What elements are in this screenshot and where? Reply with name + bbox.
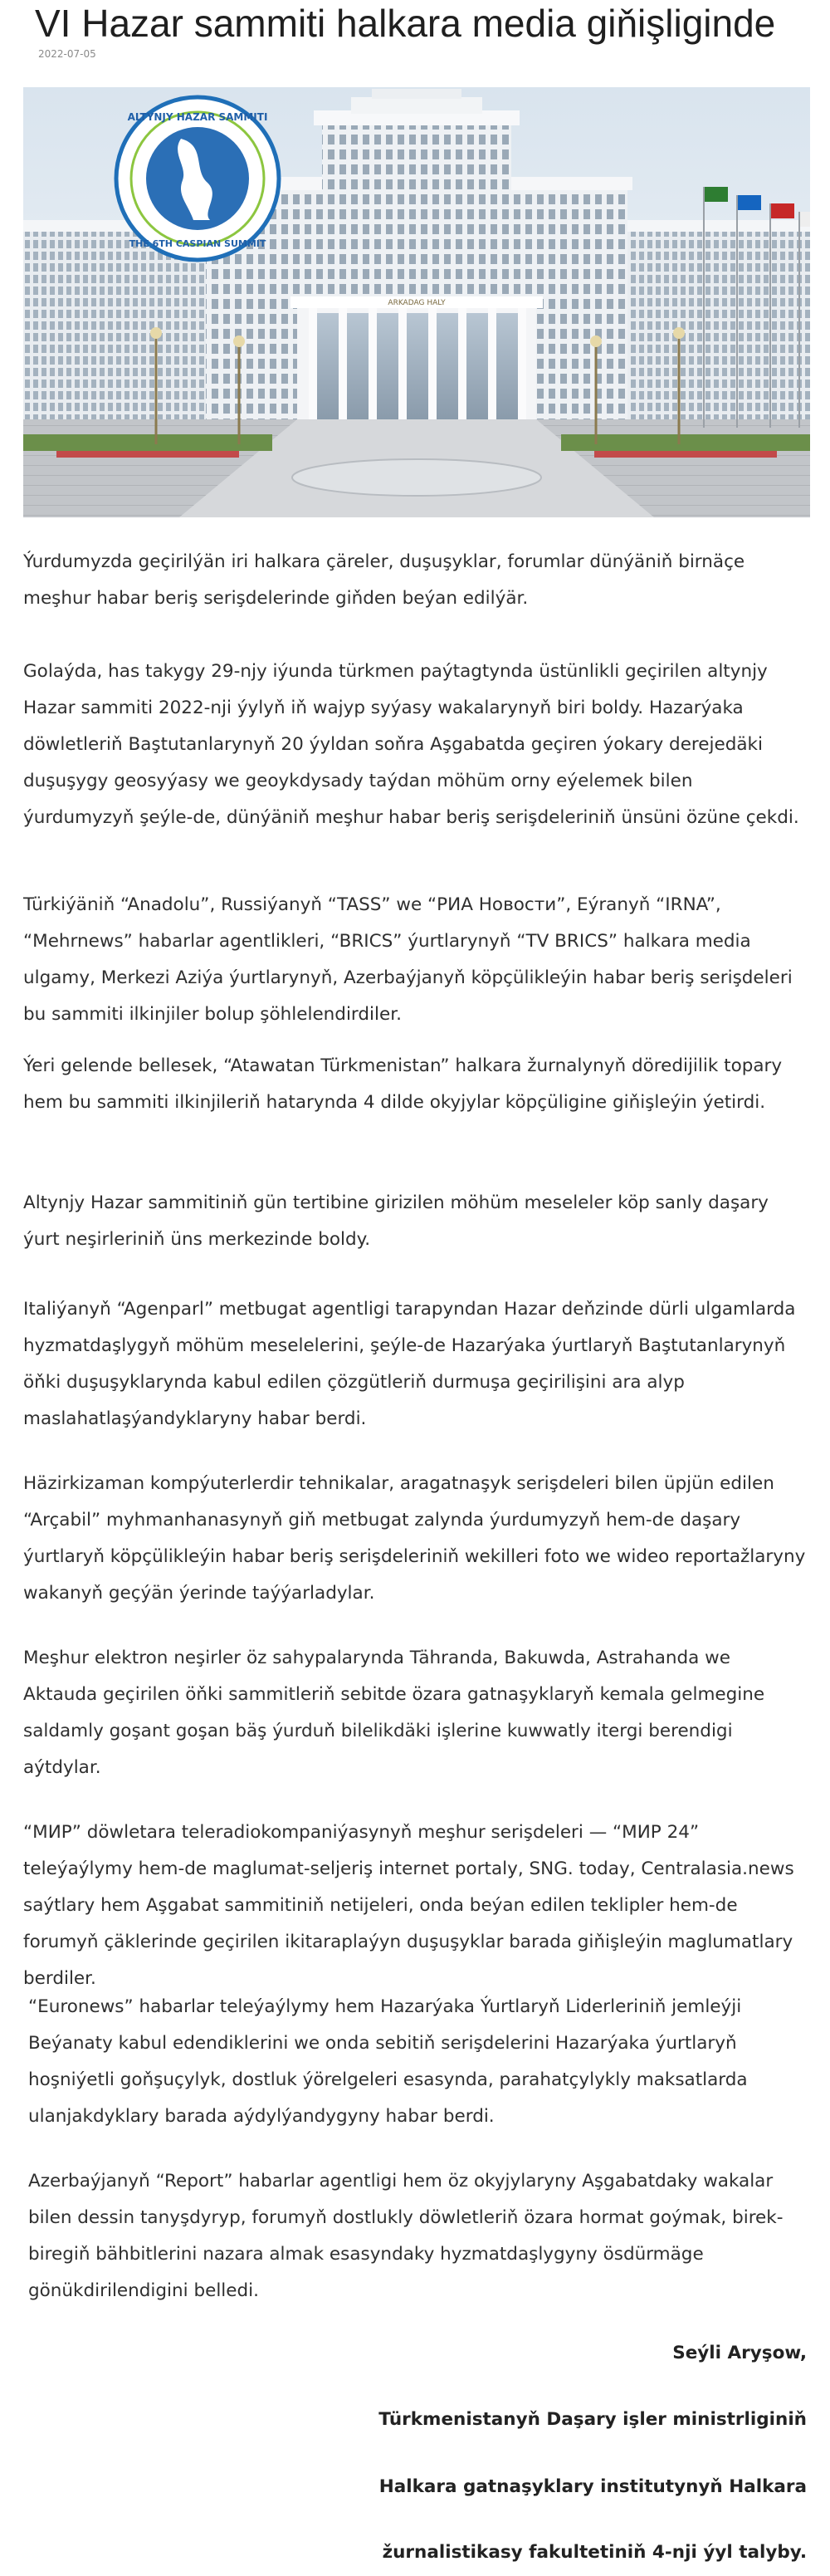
article-paragraph-8: Meşhur elektron neşirler öz sahypalarynda Tähranda, Bakuwda, Astrahanda we Aktauda geçirilen öňki sammitleriň sebitde özara gatnaşyklaryň kemala gelmegine saldamly goşant goşan bäş ýurduň bilelikdäki işlerine kuwwatly itergi berendigi aýtdylar. [23,1648,765,1778]
article-paragraph-6: Italiýanyň “Agenparl” metbugat agentligi tarapyndan Hazar deňzinde dürli ulgamlarda hyzmatdaşlygyň möhüm meselelerini, şeýle-de Hazarýaka ýurtlaryň Baştutanlarynyň öňki duşuşyklarynda kabul edilen çözgütleriň durmuşa geçirilişini ara alyp maslahatlaşýandyklaryny habar berdi. [23,1299,796,1429]
author-affiliation-line-3: žurnalistikasy fakultetiniň 4-nji ýyl talyby. [382,2542,807,2563]
logo-text-bottom: THE 6TH CASPIAN SUMMIT [129,238,266,249]
summit-building-illustration [23,87,810,517]
building-sign: ARKADAG HALY [388,299,446,307]
article-paragraph-10: “Euronews” habarlar teleýaýlymy hem Hazarýaka Ýurtlaryň Liderleriniň jemleýji Beýanaty kabul edendiklerini we onda sebitiň serişdelerini Hazarýaka ýurtlaryň hoşniýetli goňşuçylyk, dostluk ýörelgeleri esasynda, parahatçylykly maksatlarda ulanjakdyklary barada aýdylýandygyny habar berdi. [28,1996,748,2127]
logo-text-top: ALTYNJY HAZAR SAMMITI [127,111,268,123]
article-paragraph-3: Türkiýäniň “Anadolu”, Russiýanyň “TASS” we “РИА Новости”, Eýranyň “IRNA”, “Mehrnews” habarlar agentlikleri, “BRICS” ýurtlarynyň “TV BRICS” halkara media ulgamy, Merkezi Aziýa ýurtlarynyň, Azerbaýjanyň köpçülikleýin habar beriş serişdeleri bu sammiti ilkinjiler bolup şöhlelendirdiler. [23,894,793,1025]
article-paragraph-11: Azerbaýjanyň “Report” habarlar agentligi hem öz okyjylaryny Aşgabatdaky wakalar bilen dessin tanyşdyryp, forumyň dostlukly döwletleriň özara hormat goýmak, birek-biregiň bähbitlerini nazara almak esasyndaky hyzmatdaşlygyny ösdürmäge gönükdirilendigini belledi. [28,2171,784,2301]
article-paragraph-7: Häzirkizaman kompýuterlerdir tehnikalar, aragatnaşyk serişdeleri bilen üpjün edilen “Arçabil” myhmanhanasynyň giň metbugat zalynda ýurdumyzyň hem-de daşary ýurtlaryň köpçülikleýin habar beriş serişdeleriniň wekilleri foto we wideo reportažlaryny wakanyň geçýän ýerinde taýýarladylar. [23,1473,806,1604]
article-date: 2022-07-05 [38,48,96,60]
article-paragraph-5: Altynjy Hazar sammitiniň gün tertibine girizilen möhüm meseleler köp sanly daşary ýurt neşirleriniň üns merkezinde boldy. [23,1193,769,1250]
author-name: Seýli Aryşow, [672,2343,807,2363]
author-affiliation-line-1: Türkmenistanyň Daşary işler ministrliginiň [378,2409,807,2430]
article-hero-image [23,87,810,517]
article-title: VI Hazar sammiti halkara media giňişliginde [35,2,776,45]
article-paragraph-1: Ýurdumyzda geçirilýän iri halkara çäreler, duşuşyklar, forumlar dünýäniň birnäçe meşhur habar beriş serişdelerinde giňden beýan edilýär. [23,551,745,609]
author-affiliation-line-2: Halkara gatnaşyklary institutynyň Halkara [378,2476,807,2497]
article-paragraph-4: Ýeri gelende bellesek, “Atawatan Türkmenistan” halkara žurnalynyň döredijilik topary hem bu sammiti ilkinjileriň hatarynda 4 dilde okyjylar köpçüligine giňişleýin ýetirdi. [23,1055,783,1113]
caspian-summit-logo [116,97,279,260]
article-paragraph-2: Golaýda, has takygy 29-njy iýunda türkmen paýtagtynda üstünlikli geçirilen altynjy Hazar sammiti 2022-nji ýylyň iň wajyp syýasy wakalarynyň biri boldy. Hazarýaka döwletleriň Baştutanlarynyň 20 ýyldan soňra Aşgabatda geçiren ýokary derejedäki duşuşygy geosyýasy we geoykdysady taýdan möhüm orny eýelemek bilen ýurdumyzyň şeýle-de, dünýäniň meşhur habar beriş serişdeleriniň ünsüni özüne çekdi. [23,661,799,828]
article-paragraph-9: “МИР” döwletara teleradiokompaniýasynyň meşhur serişdeleri — “МИР 24” teleýaýlymy hem-de maglumat-seljeriş internet portaly, SNG. today, Centralasia.news saýtlary hem Aşgabat sammitiniň netijeleri, onda beýan edilen teklipler hem-de forumyň çäklerinde geçirilen ikitaraplaýyn duşuşyklar barada giňişleýin maglumatlary berdiler. [23,1822,794,1989]
